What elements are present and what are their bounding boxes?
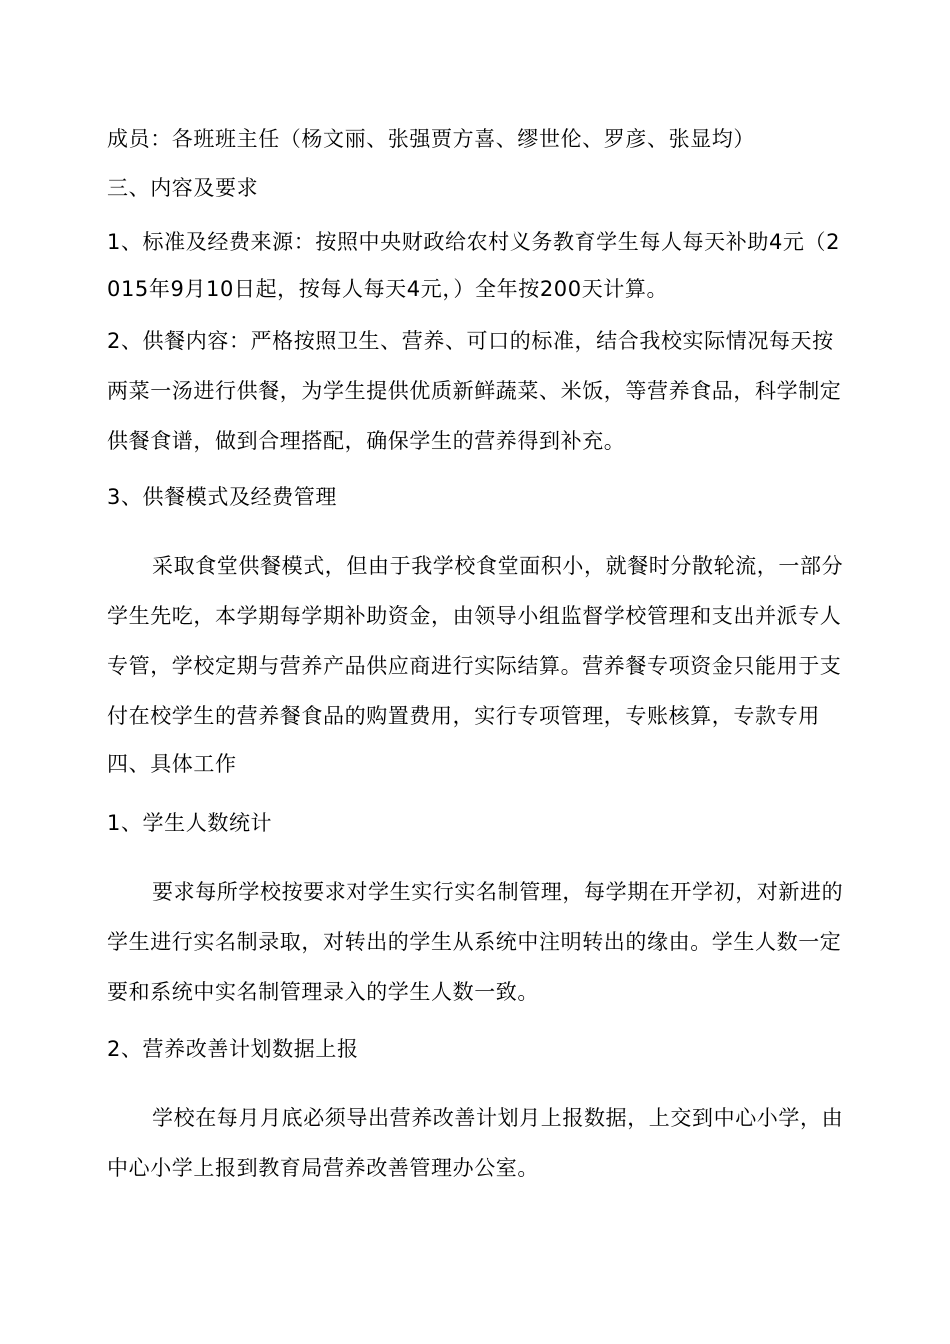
paragraph-line: 付在校学生的营养餐食品的购置费用，实行专项管理，专账核算，专款专用 [107,704,820,728]
paragraph-line: 2、供餐内容：严格按照卫生、营养、可口的标准，结合我校实际情况每天按 [107,329,834,353]
paragraph-line: 采取食堂供餐模式，但由于我学校食堂面积小，就餐时分散轮流，一部分 [152,554,844,578]
paragraph-line: 供餐食谱，做到合理搭配，确保学生的营养得到补充。 [107,429,626,453]
subsection-heading: 2、营养改善计划数据上报 [107,1037,359,1061]
section-heading-work: 四、具体工作 [107,752,237,776]
paragraph-line: 学生先吃，本学期每学期补助资金，由领导小组监督学校管理和支出并派专人 [107,604,842,628]
members-line: 成员：各班班主任（杨文丽、张强贾方喜、缪世伦、罗彦、张显均） [107,127,755,151]
paragraph-line: 中心小学上报到教育局营养改善管理办公室。 [107,1156,539,1180]
paragraph-line: 要求每所学校按要求对学生实行实名制管理，每学期在开学初，对新进的 [152,880,844,904]
paragraph-line: 两菜一汤进行供餐，为学生提供优质新鲜蔬菜、米饭，等营养食品，科学制定 [107,379,842,403]
subsection-heading: 3、供餐模式及经费管理 [107,485,337,509]
paragraph-line: 要和系统中实名制管理录入的学生人数一致。 [107,980,539,1004]
paragraph-line: 专管，学校定期与营养产品供应商进行实际结算。营养餐专项资金只能用于支 [107,654,842,678]
paragraph-line: 1、标准及经费来源：按照中央财政给农村义务教育学生每人每天补助4元（2 [107,230,841,254]
section-heading-content: 三、内容及要求 [107,176,259,200]
paragraph-line: 学校在每月月底必须导出营养改善计划月上报数据，上交到中心小学，由 [152,1106,844,1130]
subsection-heading: 1、学生人数统计 [107,811,273,835]
paragraph-line: 015年9月10日起，按每人每天4元，）全年按200天计算。 [107,277,669,301]
paragraph-line: 学生进行实名制录取，对转出的学生从系统中注明转出的缘由。学生人数一定 [107,930,842,954]
